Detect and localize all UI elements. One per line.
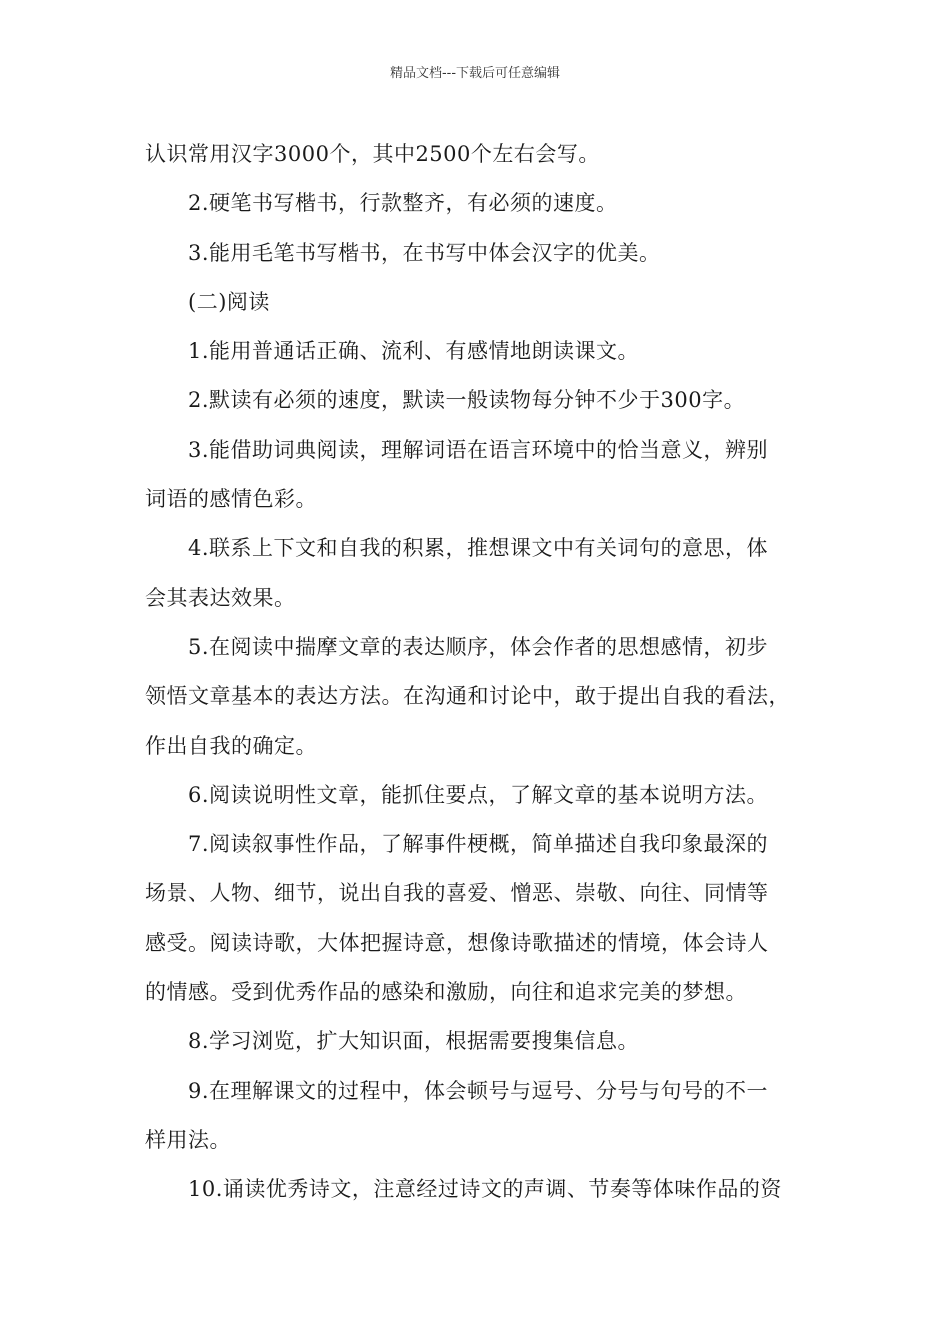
text-line: 2.默读有必须的速度，默读一般读物每分钟不少于300字。 [188,388,746,413]
text-line: 场景、人物、细节，说出自我的喜爱、憎恶、崇敬、向往、同情等 [145,881,769,906]
document-body [145,130,815,1215]
text-line: 7.阅读叙事性作品，了解事件梗概，简单描述自我印象最深的 [188,832,769,857]
text-line: 的情感。受到优秀作品的感染和激励，向往和追求完美的梦想。 [145,980,747,1005]
text-line: 5.在阅读中揣摩文章的表达顺序，体会作者的思想感情，初步 [188,634,769,659]
text-line: 4.联系上下文和自我的积累，推想课文中有关词句的意思，体 [188,536,769,561]
text-line: 3.能用毛笔书写楷书，在书写中体会汉字的优美。 [188,240,661,265]
text-line: 1.能用普通话正确、流利、有感情地朗读课文。 [188,339,640,364]
text-line: 样用法。 [145,1127,231,1152]
text-line: 感受。阅读诗歌，大体把握诗意，想像诗歌描述的情境，体会诗人 [145,930,769,955]
page-header: 精品文档---下载后可任意编辑 [389,66,561,81]
text-line: 作出自我的确定。 [145,733,317,758]
text-line: 3.能借助词典阅读，理解词语在语言环境中的恰当意义，辨别 [188,437,769,462]
text-line: 领悟文章基本的表达方法。在沟通和讨论中，敢于提出自我的看法， [145,684,790,709]
text-line: 会其表达效果。 [145,585,296,610]
text-line: 2.硬笔书写楷书，行款整齐，有必须的速度。 [188,191,618,216]
text-line: 8.学习浏览，扩大知识面，根据需要搜集信息。 [188,1029,640,1054]
text-line: 10.诵读优秀诗文，注意经过诗文的声调、节奏等体味作品的资 [188,1177,782,1202]
text-line: 9.在理解课文的过程中，体会顿号与逗号、分号与句号的不一 [188,1078,769,1103]
section-heading: (二)阅读 [188,289,270,314]
text-line: 6.阅读说明性文章，能抓住要点，了解文章的基本说明方法。 [188,782,769,807]
text-line: 认识常用汉字3000个，其中2500个左右会写。 [145,142,600,166]
text-line: 词语的感情色彩。 [145,487,317,512]
